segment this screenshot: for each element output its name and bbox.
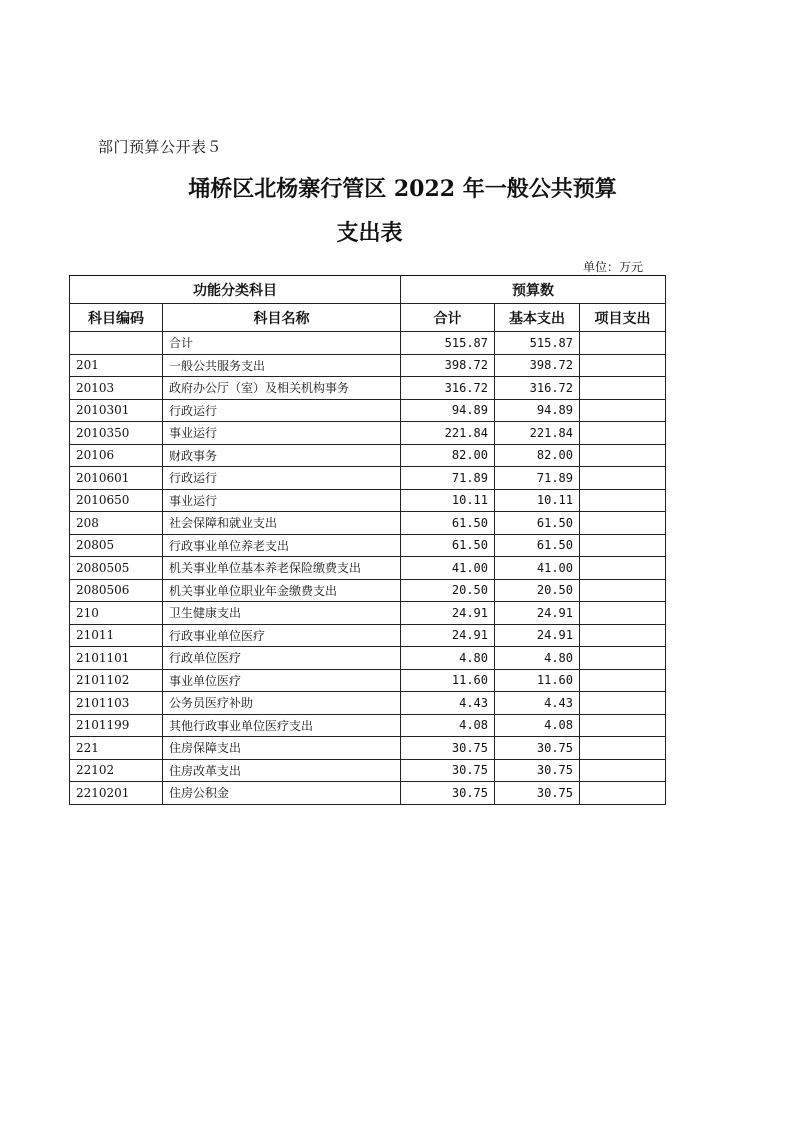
table-row bbox=[70, 737, 666, 760]
cell-basic: 20.50 bbox=[495, 579, 580, 602]
cell-name: 公务员医疗补助 bbox=[163, 692, 401, 715]
cell-code bbox=[70, 332, 163, 355]
cell-name: 行政单位医疗 bbox=[163, 647, 401, 670]
table-row bbox=[70, 647, 666, 670]
cell-basic: 71.89 bbox=[495, 467, 580, 490]
cell-name: 其他行政事业单位医疗支出 bbox=[163, 714, 401, 737]
cell-basic: 61.50 bbox=[495, 534, 580, 557]
cell-code: 201 bbox=[70, 354, 163, 377]
cell-name: 住房保障支出 bbox=[163, 737, 401, 760]
cell-name: 事业运行 bbox=[163, 422, 401, 445]
table-row bbox=[70, 579, 666, 602]
cell-total: 71.89 bbox=[401, 467, 495, 490]
cell-code: 2210201 bbox=[70, 782, 163, 805]
cell-basic: 94.89 bbox=[495, 399, 580, 422]
cell-code: 2101101 bbox=[70, 647, 163, 670]
cell-name: 行政事业单位医疗 bbox=[163, 624, 401, 647]
cell-basic: 61.50 bbox=[495, 512, 580, 535]
table-row bbox=[70, 354, 666, 377]
page-title: 埇桥区北杨寨行管区 2022 年一般公共预算 bbox=[188, 176, 617, 202]
document-label: 部门预算公开表５ bbox=[98, 138, 223, 156]
cell-project bbox=[580, 647, 666, 670]
cell-total: 61.50 bbox=[401, 512, 495, 535]
cell-name: 行政运行 bbox=[163, 467, 401, 490]
cell-code: 208 bbox=[70, 512, 163, 535]
table-row bbox=[70, 759, 666, 782]
table-body bbox=[70, 332, 666, 805]
cell-basic: 41.00 bbox=[495, 557, 580, 580]
cell-code: 2080506 bbox=[70, 579, 163, 602]
table-row bbox=[70, 692, 666, 715]
cell-total: 24.91 bbox=[401, 602, 495, 625]
table-row bbox=[70, 512, 666, 535]
cell-basic: 82.00 bbox=[495, 444, 580, 467]
cell-project bbox=[580, 332, 666, 355]
header-project: 项目支出 bbox=[580, 304, 666, 332]
cell-project bbox=[580, 782, 666, 805]
cell-project bbox=[580, 714, 666, 737]
cell-basic: 24.91 bbox=[495, 602, 580, 625]
table-row bbox=[70, 669, 666, 692]
cell-project bbox=[580, 399, 666, 422]
cell-project bbox=[580, 444, 666, 467]
cell-project bbox=[580, 512, 666, 535]
cell-project bbox=[580, 624, 666, 647]
table-row bbox=[70, 602, 666, 625]
cell-total: 94.89 bbox=[401, 399, 495, 422]
cell-basic: 24.91 bbox=[495, 624, 580, 647]
cell-total: 515.87 bbox=[401, 332, 495, 355]
cell-name: 合计 bbox=[163, 332, 401, 355]
cell-total: 61.50 bbox=[401, 534, 495, 557]
cell-total: 41.00 bbox=[401, 557, 495, 580]
cell-total: 30.75 bbox=[401, 782, 495, 805]
cell-total: 221.84 bbox=[401, 422, 495, 445]
table-row bbox=[70, 557, 666, 580]
cell-total: 10.11 bbox=[401, 489, 495, 512]
table-row bbox=[70, 534, 666, 557]
cell-name: 机关事业单位职业年金缴费支出 bbox=[163, 579, 401, 602]
cell-project bbox=[580, 489, 666, 512]
cell-project bbox=[580, 759, 666, 782]
page-subtitle: 支出表 bbox=[336, 220, 403, 246]
cell-name: 一般公共服务支出 bbox=[163, 354, 401, 377]
cell-basic: 515.87 bbox=[495, 332, 580, 355]
cell-name: 卫生健康支出 bbox=[163, 602, 401, 625]
header-column-row bbox=[70, 304, 666, 332]
header-basic: 基本支出 bbox=[495, 304, 580, 332]
cell-project bbox=[580, 557, 666, 580]
cell-basic: 221.84 bbox=[495, 422, 580, 445]
cell-code: 2101102 bbox=[70, 669, 163, 692]
cell-total: 4.08 bbox=[401, 714, 495, 737]
cell-name: 行政事业单位养老支出 bbox=[163, 534, 401, 557]
cell-basic: 10.11 bbox=[495, 489, 580, 512]
cell-name: 政府办公厅（室）及相关机构事务 bbox=[163, 377, 401, 400]
cell-basic: 4.43 bbox=[495, 692, 580, 715]
cell-total: 4.43 bbox=[401, 692, 495, 715]
cell-total: 4.80 bbox=[401, 647, 495, 670]
cell-project bbox=[580, 422, 666, 445]
table-row bbox=[70, 467, 666, 490]
cell-name: 社会保障和就业支出 bbox=[163, 512, 401, 535]
cell-name: 机关事业单位基本养老保险缴费支出 bbox=[163, 557, 401, 580]
table-row bbox=[70, 782, 666, 805]
cell-basic: 398.72 bbox=[495, 354, 580, 377]
cell-project bbox=[580, 737, 666, 760]
cell-basic: 30.75 bbox=[495, 759, 580, 782]
cell-total: 30.75 bbox=[401, 737, 495, 760]
cell-total: 316.72 bbox=[401, 377, 495, 400]
budget-table bbox=[69, 275, 666, 805]
cell-basic: 316.72 bbox=[495, 377, 580, 400]
cell-code: 2010301 bbox=[70, 399, 163, 422]
cell-code: 2080505 bbox=[70, 557, 163, 580]
cell-name: 财政事务 bbox=[163, 444, 401, 467]
cell-name: 住房公积金 bbox=[163, 782, 401, 805]
cell-project bbox=[580, 534, 666, 557]
cell-code: 2010601 bbox=[70, 467, 163, 490]
table-row bbox=[70, 624, 666, 647]
cell-code: 2101103 bbox=[70, 692, 163, 715]
cell-basic: 11.60 bbox=[495, 669, 580, 692]
table-row bbox=[70, 714, 666, 737]
cell-code: 22102 bbox=[70, 759, 163, 782]
cell-name: 事业运行 bbox=[163, 489, 401, 512]
table-row bbox=[70, 399, 666, 422]
table-row bbox=[70, 422, 666, 445]
cell-code: 20805 bbox=[70, 534, 163, 557]
table-row bbox=[70, 377, 666, 400]
table-row bbox=[70, 332, 666, 355]
cell-code: 21011 bbox=[70, 624, 163, 647]
cell-code: 2010350 bbox=[70, 422, 163, 445]
header-budget-amount: 预算数 bbox=[401, 276, 666, 304]
cell-name: 行政运行 bbox=[163, 399, 401, 422]
cell-basic: 30.75 bbox=[495, 737, 580, 760]
header-total: 合计 bbox=[401, 304, 495, 332]
cell-project bbox=[580, 579, 666, 602]
cell-project bbox=[580, 602, 666, 625]
header-function-classification: 功能分类科目 bbox=[70, 276, 401, 304]
cell-basic: 4.80 bbox=[495, 647, 580, 670]
cell-total: 11.60 bbox=[401, 669, 495, 692]
cell-basic: 30.75 bbox=[495, 782, 580, 805]
table-row bbox=[70, 444, 666, 467]
cell-project bbox=[580, 377, 666, 400]
cell-code: 20106 bbox=[70, 444, 163, 467]
cell-total: 20.50 bbox=[401, 579, 495, 602]
cell-name: 住房改革支出 bbox=[163, 759, 401, 782]
header-name: 科目名称 bbox=[163, 304, 401, 332]
cell-project bbox=[580, 692, 666, 715]
cell-project bbox=[580, 354, 666, 377]
cell-code: 210 bbox=[70, 602, 163, 625]
header-group-row bbox=[70, 276, 666, 304]
cell-code: 221 bbox=[70, 737, 163, 760]
cell-total: 398.72 bbox=[401, 354, 495, 377]
cell-basic: 4.08 bbox=[495, 714, 580, 737]
cell-project bbox=[580, 669, 666, 692]
cell-total: 82.00 bbox=[401, 444, 495, 467]
cell-name: 事业单位医疗 bbox=[163, 669, 401, 692]
cell-code: 2101199 bbox=[70, 714, 163, 737]
unit-label: 单位：万元 bbox=[582, 260, 643, 274]
cell-total: 24.91 bbox=[401, 624, 495, 647]
cell-code: 2010650 bbox=[70, 489, 163, 512]
cell-total: 30.75 bbox=[401, 759, 495, 782]
cell-project bbox=[580, 467, 666, 490]
cell-code: 20103 bbox=[70, 377, 163, 400]
table-row bbox=[70, 489, 666, 512]
header-code: 科目编码 bbox=[70, 304, 163, 332]
